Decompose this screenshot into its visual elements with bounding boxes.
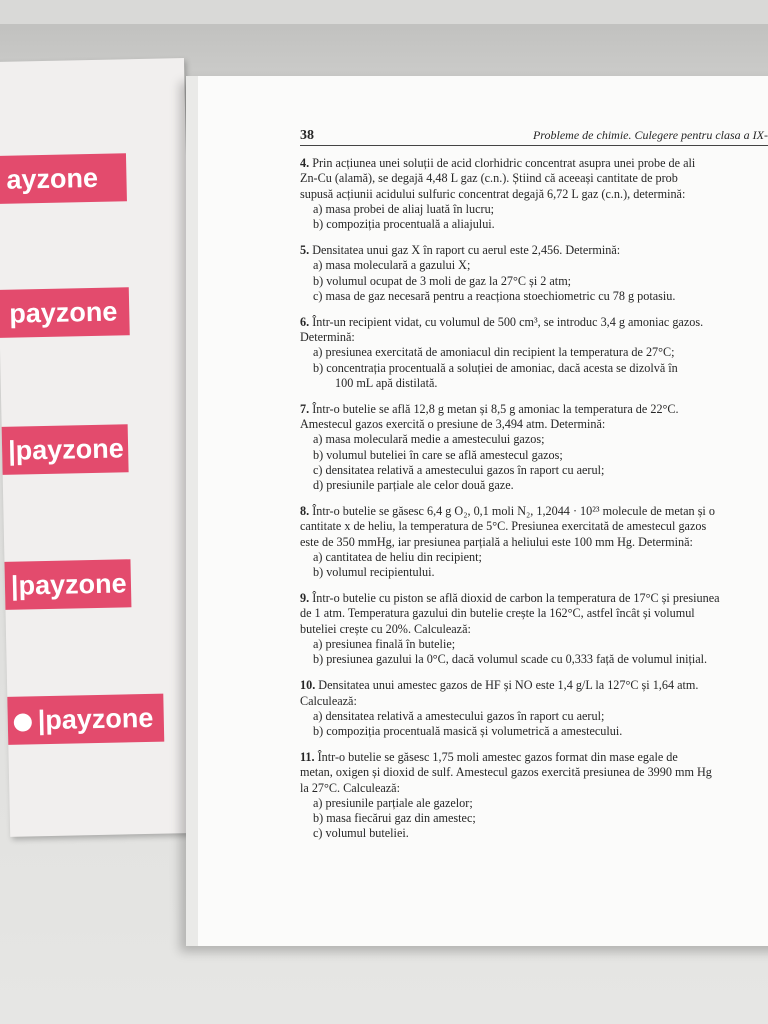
problem-stem-text: Într-o butelie cu piston se află dioxid de carbon la temperatura de 17°C și presiunea <box>312 591 720 606</box>
problem-stem-line <box>300 694 768 709</box>
problem-stem-line <box>300 781 768 796</box>
problem-stem-text: Într-o butelie se găsesc 6,4 g O₂, 0,1 moli N₂, 1,2044 · 10²³ molecule de metan și o <box>312 504 715 519</box>
problem-stem-text: de 1 atm. Temperatura gazului din butelie crește la 162°C, astfel încât și volumul <box>300 606 695 621</box>
problem-9 <box>300 591 768 667</box>
scan-top-strip <box>0 0 768 24</box>
running-title: Probleme de chimie. Culegere pentru clasa a IX- <box>532 128 768 142</box>
problem-stem-line <box>300 591 768 606</box>
problem-stem-line <box>300 330 768 345</box>
problem-number: 7. <box>300 402 313 417</box>
receipt-brand-band <box>7 694 164 745</box>
problem-8 <box>300 504 768 580</box>
problem-6 <box>300 315 768 391</box>
problem-stem-line <box>300 622 768 637</box>
problem-stem-text: este de 350 mmHg, iar presiunea parțială a heliului este 100 mm Hg. Determină: <box>300 534 693 549</box>
problem-stem-line <box>300 765 768 780</box>
problem-stem-line <box>300 156 768 171</box>
problem-stem-line <box>300 535 768 550</box>
problem-stem-text: supusă acțiunii acidului sulfuric concentrat degajă 6,72 L gaz (c.n.), determină: <box>300 186 686 201</box>
problem-subitem: b) compoziția procentuală a aliajului. <box>313 217 495 232</box>
problem-subitem: c) volumul buteliei. <box>313 826 409 841</box>
receipt-brand-text: ayzone <box>6 162 99 195</box>
problem-stem-text: Într-o butelie se găsesc 1,75 moli amestec gazos format din mase egale de <box>317 750 678 765</box>
problem-stem-line <box>300 187 768 202</box>
problem-4 <box>300 156 768 232</box>
problem-stem-text: Zn-Cu (alamă), se degajă 4,48 L gaz (c.n.). Știind că aceeași cantitate de prob <box>300 171 678 186</box>
problem-subitem: a) cantitatea de heliu din recipient; <box>313 549 482 564</box>
problem-stem-line <box>300 606 768 621</box>
problem-stem-line <box>300 678 768 693</box>
problem-number: 6. <box>300 315 313 330</box>
problem-subitem: d) presiunile parțiale ale celor două gaze. <box>313 478 514 493</box>
problem-stem-line <box>300 402 768 417</box>
problem-stem-line <box>300 750 768 765</box>
problem-7 <box>300 402 768 493</box>
receipt-brand-band <box>2 424 129 475</box>
page-number: 38 <box>300 128 314 143</box>
problem-subitem: a) densitatea relativă a amestecului gazos în raport cu aerul; <box>313 708 605 723</box>
problem-stem-line <box>300 171 768 186</box>
problem-number: 4. <box>300 156 313 171</box>
problem-number: 11. <box>300 750 318 765</box>
problem-number: 9. <box>300 591 313 606</box>
problem-stem-text: Determină: <box>300 330 355 345</box>
problem-stem-text: Amestecul gazos exercită o presiune de 3,494 atm. Determină: <box>300 417 606 432</box>
problem-5 <box>300 243 768 304</box>
page-content <box>300 128 768 852</box>
problem-subitem: b) volumul ocupat de 3 moli de gaz la 27°C și 2 atm; <box>313 273 572 288</box>
receipt-brand-text: |payzone <box>10 568 127 601</box>
problem-stem-text: Într-o butelie se află 12,8 g metan și 8,5 g amoniac la temperatura de 22°C. <box>312 402 679 417</box>
problem-subitem: 100 mL apă distilată. <box>335 375 438 390</box>
problem-subitem: a) presiunile parțiale ale gazelor; <box>313 795 473 810</box>
receipt-brand-band <box>4 559 131 610</box>
receipt-brand-band <box>0 287 130 338</box>
problem-list <box>300 156 768 841</box>
problem-11 <box>300 750 768 841</box>
problem-stem-text: buteliei crește cu 20%. Calculează: <box>300 621 471 636</box>
problem-subitem: b) volumul buteliei în care se află amestecul gazos; <box>313 447 563 462</box>
problem-stem-text: la 27°C. Calculează: <box>300 780 400 795</box>
problem-stem-line <box>300 243 768 258</box>
problem-subitem: b) concentrația procentuală a soluției de amoniac, dacă acesta se dizolvă în <box>313 360 678 375</box>
problem-subitem: b) compoziția procentuală masică și volumetrică a amestecului. <box>313 723 623 738</box>
problem-subitem: b) masa fiecărui gaz din amestec; <box>313 810 476 825</box>
problem-subitem: c) masa de gaz necesară pentru a reacționa stoechiometric cu 78 g potasiu. <box>313 288 676 303</box>
problem-10 <box>300 678 768 739</box>
problem-stem-text: metan, oxigen și dioxid de sulf. Amestecul gazos exercită presiunea de 3990 mm Hg <box>300 765 712 780</box>
problem-subitem: b) volumul recipientului. <box>313 565 435 580</box>
problem-subitem: a) masa probei de aliaj luată în lucru; <box>313 201 495 216</box>
problem-subitem: a) masa moleculară a gazului X; <box>313 258 471 273</box>
problem-subitem: b) presiunea gazului la 0°C, dacă volumul scade cu 0,333 față de volumul inițial. <box>313 652 708 667</box>
problem-stem-text: cantitate x de heliu, la temperatura de 5°C. Presiunea exercitată de amestecul gazos <box>300 519 707 534</box>
problem-subitem: a) presiunea finală în butelie; <box>313 636 456 651</box>
receipt-brand-band <box>0 153 127 204</box>
problem-stem-text: Densitatea unui amestec gazos de HF și NO este 1,4 g/L la 127°C și 1,64 atm. <box>318 678 699 693</box>
problem-stem-line <box>300 519 768 534</box>
receipt-brand-text: payzone <box>8 296 118 329</box>
problem-stem-line <box>300 504 768 519</box>
problem-stem-text: Densitatea unui gaz X în raport cu aerul este 2,456. Determină: <box>312 243 621 258</box>
payzone-receipt <box>0 58 200 837</box>
problem-subitem: c) densitatea relativă a amestecului gazos în raport cu aerul; <box>313 462 605 477</box>
problem-number: 5. <box>300 243 313 258</box>
page-header <box>300 128 768 146</box>
receipt-brand-text: |payzone <box>37 702 154 736</box>
problem-subitem: a) presiunea exercitată de amoniacul din recipient la temperatura de 27°C; <box>313 345 675 360</box>
problem-stem-text: Într-un recipient vidat, cu volumul de 500 cm³, se introduc 3,4 g amoniac gazos. <box>312 315 704 330</box>
problem-stem-text: Prin acțiunea unei soluții de acid clorhidric concentrat asupra unei probe de ali <box>312 156 696 171</box>
problem-number: 10. <box>300 678 319 693</box>
problem-subitem: a) masa moleculară medie a amestecului gazos; <box>313 432 545 447</box>
problem-number: 8. <box>300 504 313 519</box>
receipt-brand-text: |payzone <box>7 433 125 466</box>
payzone-logo-icon <box>14 713 32 731</box>
problem-stem-line <box>300 315 768 330</box>
problem-stem-line <box>300 417 768 432</box>
problem-stem-text: Calculează: <box>300 693 357 708</box>
